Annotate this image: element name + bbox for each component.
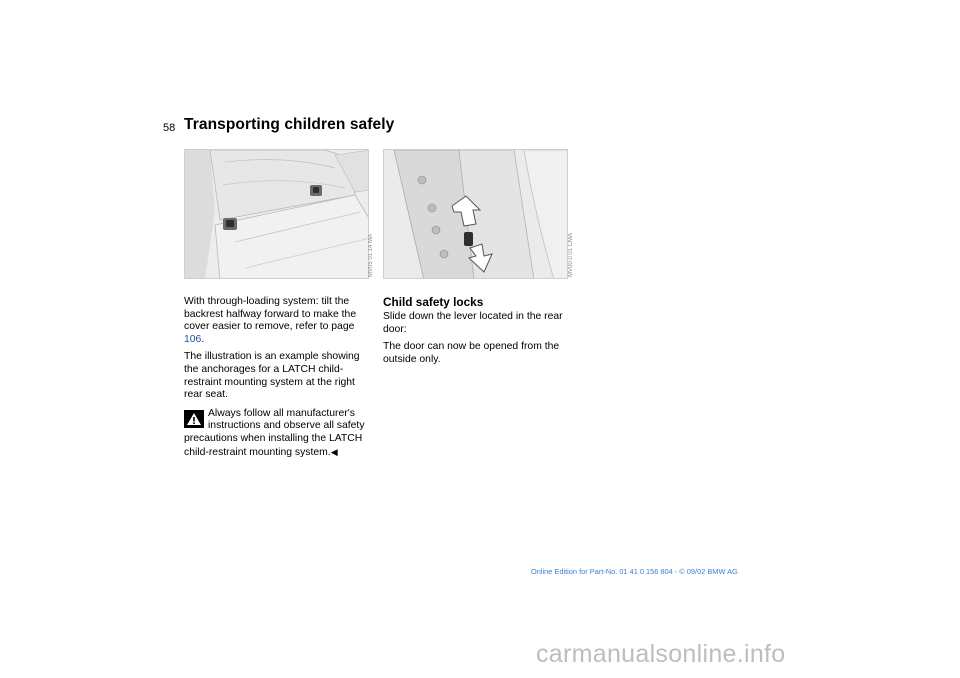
end-marker-icon: ◀ (330, 446, 338, 457)
through-loading-paragraph (184, 296, 376, 346)
door-child-lock-illustration (383, 149, 568, 279)
page-number: 58 (163, 122, 176, 134)
door-opening-paragraph: The door can now be opened from the outside only. (383, 341, 560, 365)
para1-text: With through-loading system: tilt the backrest halfway forward to make the cover easier to remove, refer to page (184, 296, 357, 333)
latch-anchor-left (223, 218, 237, 230)
left-column (184, 296, 376, 407)
lever-paragraph: Slide down the lever located in the rear door: (383, 311, 563, 335)
child-safety-locks-heading: Child safety locks (383, 295, 484, 309)
page-title: Transporting children safely (184, 116, 395, 133)
child-lock-lever (464, 232, 473, 246)
site-watermark: carmanualsonline.info (536, 640, 786, 668)
warning-text-body (184, 420, 379, 459)
footer-edition-note: Online Edition for Part-No. 01 41 0 156 804 - © 09/02 BMW AG (531, 567, 738, 576)
figure-code-right: MV00 0 01 CMA (568, 232, 574, 277)
latch-anchor-right (310, 185, 322, 196)
para1-suffix: . (201, 333, 205, 345)
figure-code-left: MV05 01 14 MA (368, 233, 374, 277)
warning-text-line1: Always follow all manufacturer's (208, 408, 355, 419)
rear-seat-latch-illustration (184, 149, 369, 279)
page-reference-link[interactable]: 106 (184, 333, 202, 345)
latch-illustration-paragraph: The illustration is an example showing the anchorages for a LATCH child-restraint mounting system at the right rear seat. (184, 351, 360, 401)
warning-text-continuation: instructions and observe all safety precautions when installing the LATCH child-restraint mounting system. (184, 420, 365, 458)
right-column (383, 311, 575, 371)
